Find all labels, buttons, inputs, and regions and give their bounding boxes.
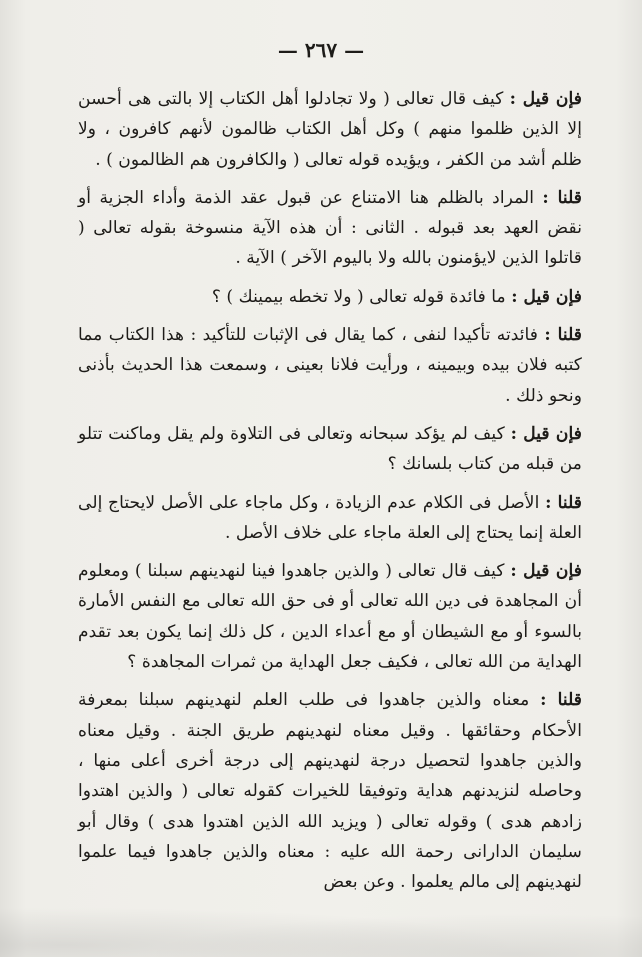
paragraph-answer-2 bbox=[78, 320, 582, 411]
paragraph-answer-3 bbox=[78, 488, 582, 549]
paragraph-text: الأصل فى الكلام عدم الزيادة ، وكل ماجاء على الأصل لايحتاج إلى العلة إنما يحتاج إلى العلة ماجاء على خلاف الأصل . bbox=[78, 492, 582, 543]
paragraph-question-1 bbox=[78, 84, 582, 175]
paragraph-lead: قلنا : bbox=[545, 492, 582, 513]
paragraph-text: كيف قال تعالى ( ولا تجادلوا أهل الكتاب إلا بالتى هى أحسن إلا الذين ظلموا منهم ) وكل أهل الكتاب ظالمون لأنهم كافرون ، ولا ظلم أشد من الكفر ، ويؤيده قوله تعالى ( والكافرون هم الظالمون ) . bbox=[78, 89, 582, 170]
paragraph-text: المراد بالظلم هنا الامتناع عن قبول عقد الذمة وأداء الجزية أو نقض العهد بعد قبوله . الثانى : أن هذه الآية منسوخة بقوله تعالى ( قاتلوا الذين لايؤمنون بالله ولا باليوم الآخر ) الآية . bbox=[78, 187, 582, 269]
paragraph-text: فائدته تأكيدا لنفى ، كما يقال فى الإثبات للتأكيد : هذا الكتاب مما كتبه فلان بيده وبيمينه ، ورأيت فلانا بعينى ، وسمعت هذا الحديث بأذنى ونحو ذلك . bbox=[78, 325, 582, 406]
paragraph-lead: فإن قيل : bbox=[511, 286, 582, 307]
page-body bbox=[78, 84, 582, 905]
paragraph-text: كيف لم يؤكد سبحانه وتعالى فى التلاوة ولم يقل وماكنت تتلو من قبله من كتاب بلسانك ؟ bbox=[78, 423, 582, 475]
paragraph-lead: فإن قيل : bbox=[510, 561, 582, 582]
paragraph-question-4 bbox=[78, 556, 582, 677]
paragraph-text: ما فائدة قوله تعالى ( ولا تخطه بيمينك ) ؟ bbox=[211, 286, 512, 307]
page-number: — ٢٦٧ — bbox=[277, 38, 365, 62]
paragraph-lead: قلنا : bbox=[540, 690, 582, 711]
paragraph-lead: فإن قيل : bbox=[510, 423, 582, 444]
paragraph-lead: قلنا : bbox=[542, 187, 582, 208]
paragraph-answer-1 bbox=[78, 183, 582, 274]
paragraph-lead: قلنا : bbox=[544, 325, 582, 346]
paragraph-question-2 bbox=[78, 282, 582, 312]
scan-noise bbox=[0, 897, 642, 957]
paragraph-answer-4 bbox=[78, 685, 582, 897]
paragraph-text: كيف قال تعالى ( والذين جاهدوا فينا لنهدينهم سبلنا ) ومعلوم أن المجاهدة فى دين الله تعالى أو فى حق الله تعالى مع النفس الأمارة بالسوء أو مع الشيطان أو مع أعداء الدين ، كل ذلك إنما يكون بعد تقدم الهداية من الله تعالى ، فكيف جعل الهداية من ثمرات المجاهدة ؟ bbox=[78, 561, 582, 673]
paragraph-question-3 bbox=[78, 419, 582, 480]
paragraph-text: معناه والذين جاهدوا فى طلب العلم لنهدينهم سبلنا بمعرفة الأحكام وحقائقها . وقيل معناه لنهدينهم طريق الجنة . وقيل معناه والذين جاهدوا لتحصيل درجة لنهدينهم إلى درجة أخرى أعلى منها ، وحاصله لنزيدنهم هداية وتوفيقا للخيرات كقوله تعالى ( والذين اهتدوا زادهم هدى ) وقوله تعالى ( ويزيد الله الذين اهتدوا هدى ) وقال أبو سليمان الدارانى رحمة الله عليه : معناه والذين جاهدوا فيما علموا لنهدينهم إلى مالم يعلموا . وعن بعض bbox=[78, 690, 582, 893]
paragraph-lead: فإن قيل : bbox=[509, 89, 582, 109]
